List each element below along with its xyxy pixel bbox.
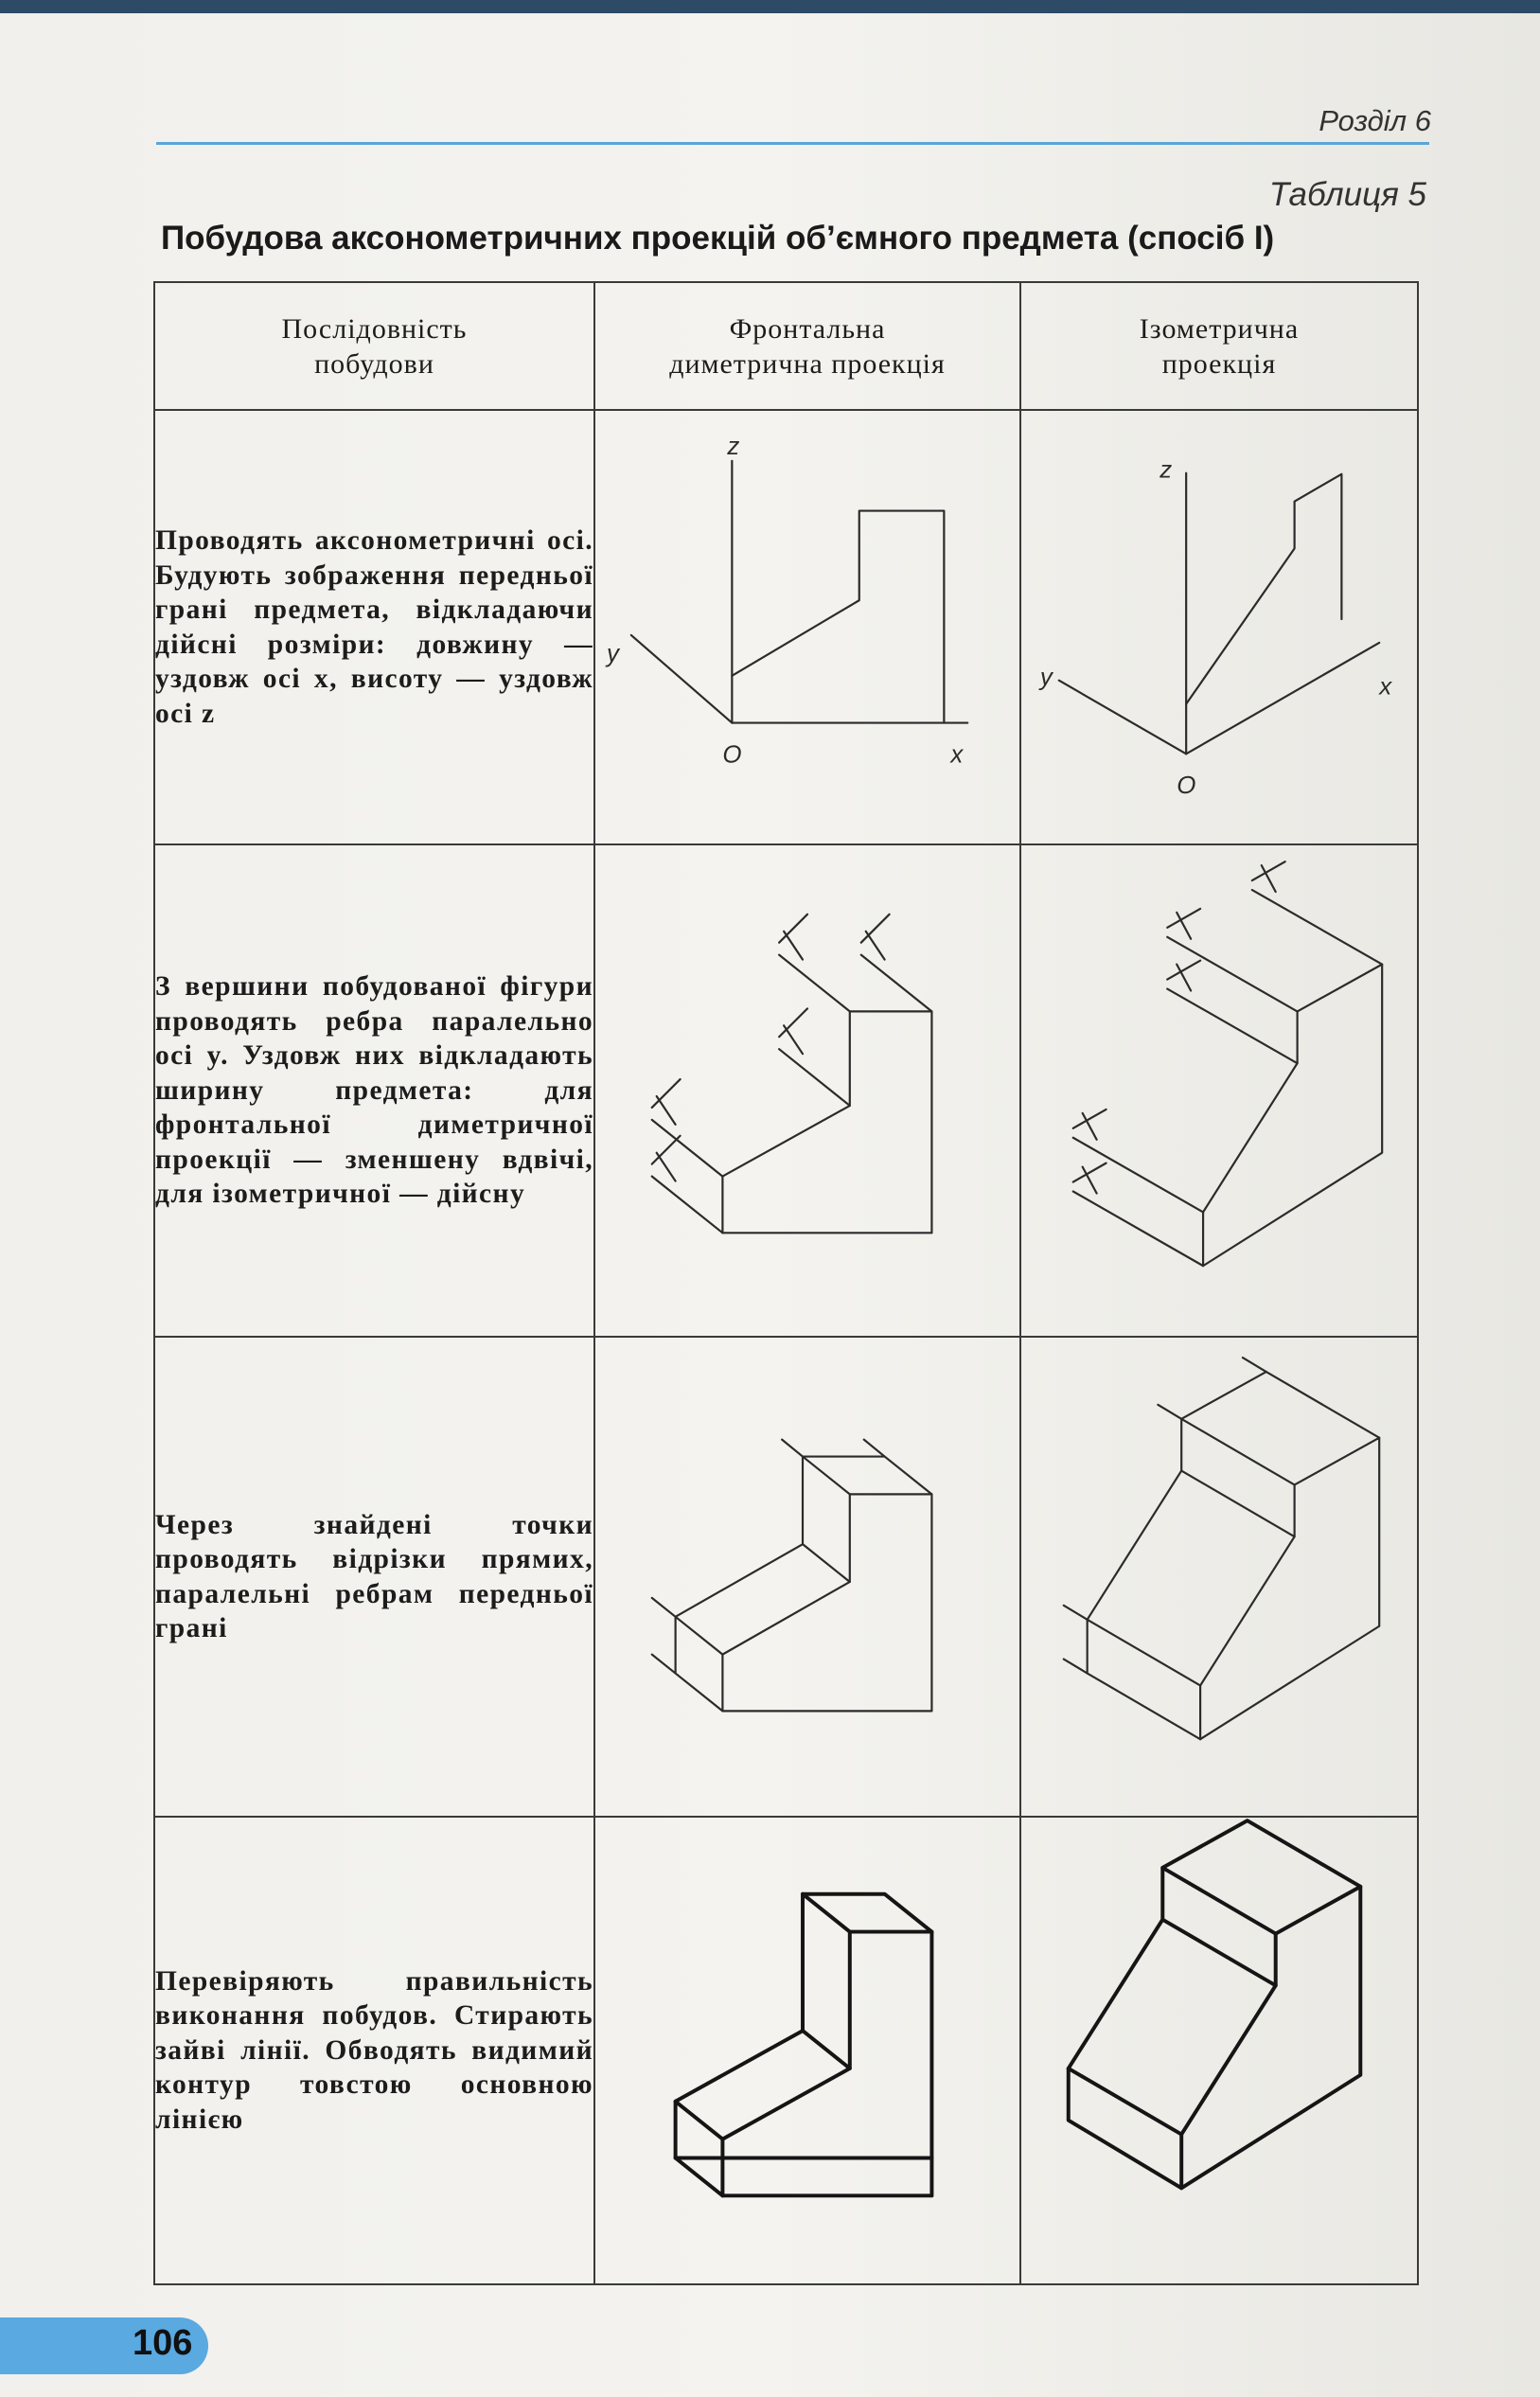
isometric-figure-step-2 (1020, 844, 1418, 1337)
page-number: 106 (133, 2323, 193, 2363)
section-label: Розділ 6 (1319, 104, 1431, 137)
dimetric-axes-drawing (595, 411, 1019, 843)
column-header-line: проекція (1161, 347, 1277, 380)
step-description (154, 410, 594, 844)
step-description (154, 844, 594, 1337)
step-text: Перевіряють правильність виконання побудов. Стирають зайві лінії. Обводять видимий контур товстою основною лінією (155, 1965, 593, 2135)
axis-label-x: x (1379, 673, 1392, 701)
axis-label-z: z (727, 433, 740, 460)
table-title: Побудова аксонометричних проекцій об’ємного предмета (спосіб І) (161, 220, 1275, 257)
isometric-figure-step-3 (1020, 1337, 1418, 1817)
step-text: З вершини побудованої фігури проводять ребра паралельно осі y. Уздовж них відкладають ширину предмета: для фронтальної диметричної проекції — зменшену вдвічі, для ізометричної — дійсну (155, 971, 593, 1210)
top-edge-strip (0, 0, 1540, 13)
isometric-figure-step-1 (1020, 410, 1418, 844)
construction-table (153, 281, 1419, 2285)
column-header-line: диметрична проекція (669, 347, 946, 380)
dimetric-figure-step-4 (594, 1817, 1020, 2284)
column-header-dimetric (594, 282, 1020, 410)
column-header-line: Фронтальна (729, 312, 886, 345)
table-header-row (154, 282, 1418, 410)
isometric-final-drawing (1021, 1818, 1417, 2283)
axis-label-y: y (1039, 664, 1053, 691)
header-rule (156, 142, 1429, 145)
table-number: Таблиця 5 (1268, 176, 1426, 213)
dimetric-edges-drawing (595, 845, 1019, 1336)
dimetric-figure-step-3 (594, 1337, 1020, 1817)
table-row-step-3 (154, 1337, 1418, 1817)
isometric-figure-step-4 (1020, 1817, 1418, 2284)
dimetric-segments-drawing (595, 1338, 1019, 1816)
isometric-edges-drawing (1021, 845, 1417, 1336)
step-description (154, 1337, 594, 1817)
column-header-line: Послідовність (281, 312, 468, 345)
step-text: Через знайдені точки проводять відрізки прямих, паралельні ребрам передньої грані (155, 1509, 593, 1643)
isometric-segments-drawing (1021, 1338, 1417, 1816)
dimetric-figure-step-1 (594, 410, 1020, 844)
step-description (154, 1817, 594, 2284)
axis-label-x: x (950, 741, 964, 769)
table-row-step-1 (154, 410, 1418, 844)
table-row-step-4 (154, 1817, 1418, 2284)
axis-label-origin: O (1177, 772, 1196, 800)
column-header-sequence (154, 282, 594, 410)
step-text: Проводять аксонометричні осі. Будують зображення передньої грані предмета, відкладаючи дійсні розміри: довжину — уздовж осі x, висоту — уздовж осі z (155, 525, 593, 729)
axis-label-z: z (1159, 456, 1173, 484)
isometric-axes-drawing (1021, 411, 1417, 843)
dimetric-final-drawing (595, 1818, 1019, 2283)
dimetric-figure-step-2 (594, 844, 1020, 1337)
axis-label-origin: O (722, 741, 742, 769)
column-header-line: побудови (314, 347, 434, 380)
axis-label-y: y (606, 640, 619, 667)
table-row-step-2 (154, 844, 1418, 1337)
column-header-line: Ізометрична (1139, 312, 1300, 345)
column-header-isometric (1020, 282, 1418, 410)
